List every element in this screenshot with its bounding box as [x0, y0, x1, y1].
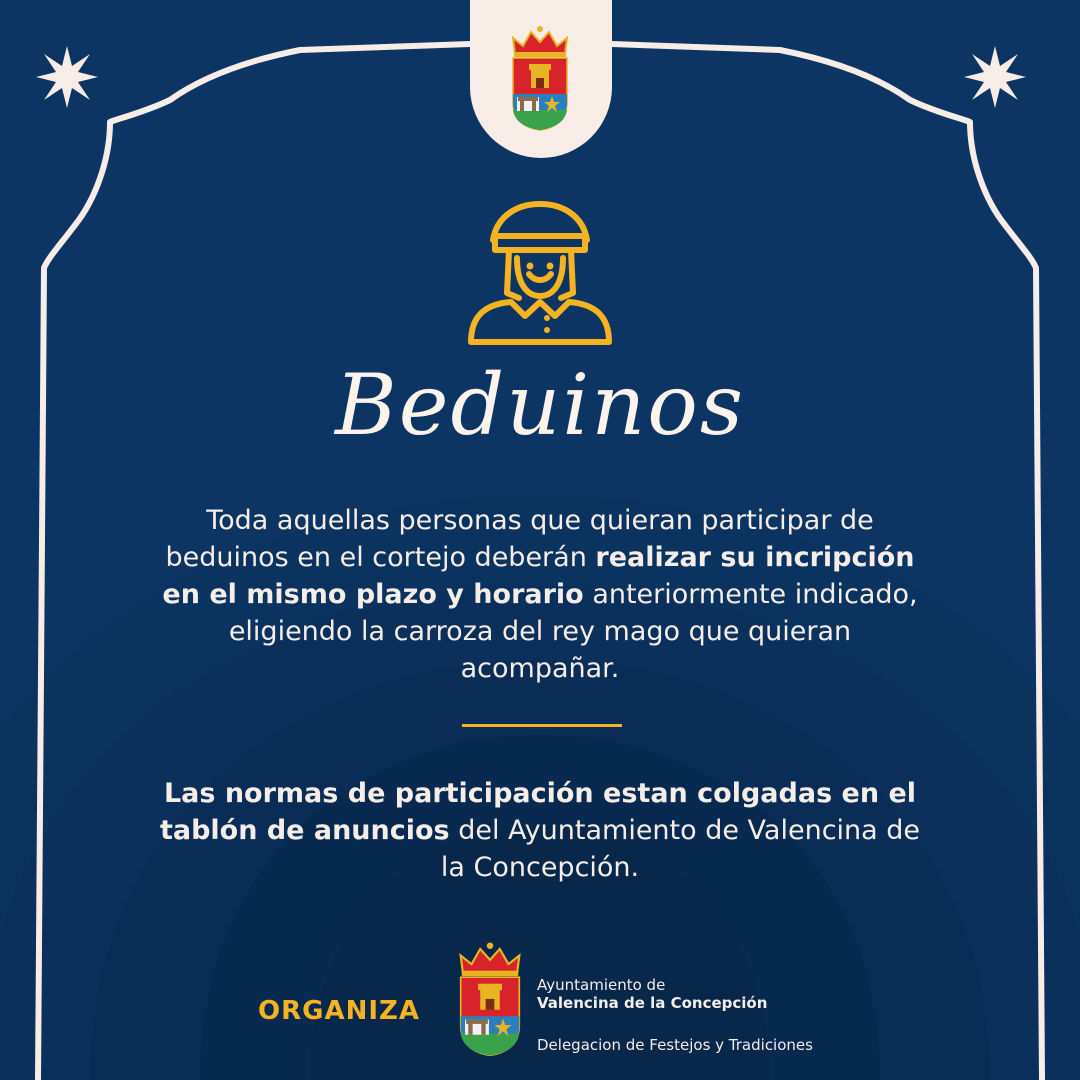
- organizer-line1: Ayuntamiento de: [537, 976, 666, 994]
- coat-of-arms-icon: [452, 940, 528, 1060]
- organiza-label: ORGANIZA: [258, 996, 420, 1026]
- rules-paragraph: [150, 775, 930, 886]
- organizer-name: Valencina de la Concepción: [537, 994, 768, 1012]
- star-icon: [962, 44, 1028, 110]
- page-title: Beduinos: [335, 356, 745, 454]
- divider: [462, 724, 622, 727]
- paragraph2-text-end: del Ayuntamiento de Valencina de la Concepción.: [440, 815, 921, 883]
- bedouin-person-icon: [465, 198, 615, 346]
- paragraph1-text: Toda aquellas personas que quieran participar de beduinos en el cortejo deberán: [165, 505, 874, 573]
- paragraph1-highlight: realizar su incripción en el mismo plazo y horario: [162, 542, 915, 610]
- participation-paragraph: [150, 502, 930, 687]
- coat-of-arms-icon: [505, 24, 575, 134]
- organizer-department: Delegacion de Festejos y Tradiciones: [537, 1036, 813, 1054]
- star-icon: [34, 44, 100, 110]
- paragraph1-text-end: anteriormente indicado, eligiendo la carroza del rey mago que quieran acompañar.: [228, 579, 918, 684]
- paragraph2-highlight: Las normas de participación estan colgadas en el tablón de anuncios: [159, 778, 917, 846]
